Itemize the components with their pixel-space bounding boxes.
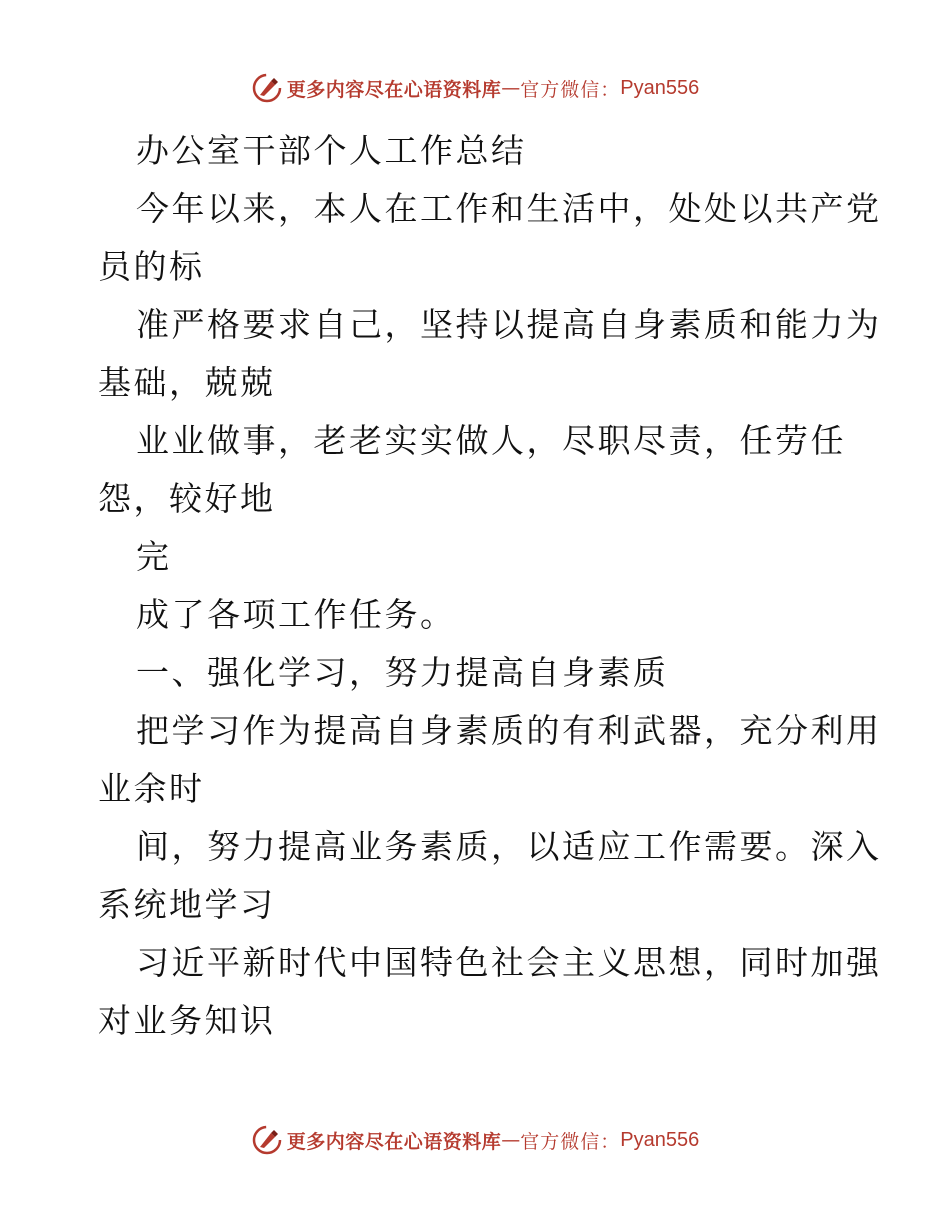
watermark-wechat-id: Pyan556	[620, 1128, 700, 1151]
watermark-row	[251, 72, 700, 104]
watermark-wechat-id: Pyan556	[620, 76, 700, 99]
text-line: 完	[136, 537, 172, 576]
pen-nib-logo-icon	[251, 72, 283, 104]
text-line: 习近平新时代中国特色社会主义思想，同时加强	[136, 943, 882, 982]
text-line: 成了各项工作任务。	[136, 595, 456, 634]
watermark-site-text: 更多内容尽在心语资料库	[286, 1130, 502, 1153]
text-line: 间，努力提高业务素质，以适应工作需要。深入	[136, 827, 882, 866]
document-body	[98, 122, 882, 1050]
text-line: 怨，较好地	[98, 479, 276, 518]
pen-nib-logo-icon	[251, 1124, 283, 1156]
text-line: 系统地学习	[98, 885, 276, 924]
text-line: 今年以来，本人在工作和生活中，处处以共产党	[136, 189, 882, 228]
text-line: 基础，兢兢	[98, 363, 276, 402]
text-line: 对业务知识	[98, 1001, 276, 1040]
text-line: 业余时	[98, 769, 205, 808]
watermark-wechat-label: 官方微信：	[520, 1130, 621, 1153]
text-line: 准严格要求自己，坚持以提高自身素质和能力为	[136, 305, 882, 344]
header-watermark	[0, 68, 950, 108]
watermark-dash: —	[501, 77, 521, 99]
watermark-site-text: 更多内容尽在心语资料库	[286, 78, 502, 101]
watermark-wechat-label: 官方微信：	[520, 78, 621, 101]
text-line: 把学习作为提高自身素质的有利武器，充分利用	[136, 711, 882, 750]
watermark-row	[251, 1124, 700, 1156]
text-line: 业业做事，老老实实做人，尽职尽责，任劳任	[136, 421, 846, 460]
section-heading: 一、强化学习，努力提高自身素质	[136, 653, 669, 692]
footer-watermark	[0, 1120, 950, 1160]
document-title: 办公室干部个人工作总结	[136, 131, 527, 170]
text-line: 员的标	[98, 247, 205, 286]
watermark-dash: —	[501, 1129, 521, 1151]
